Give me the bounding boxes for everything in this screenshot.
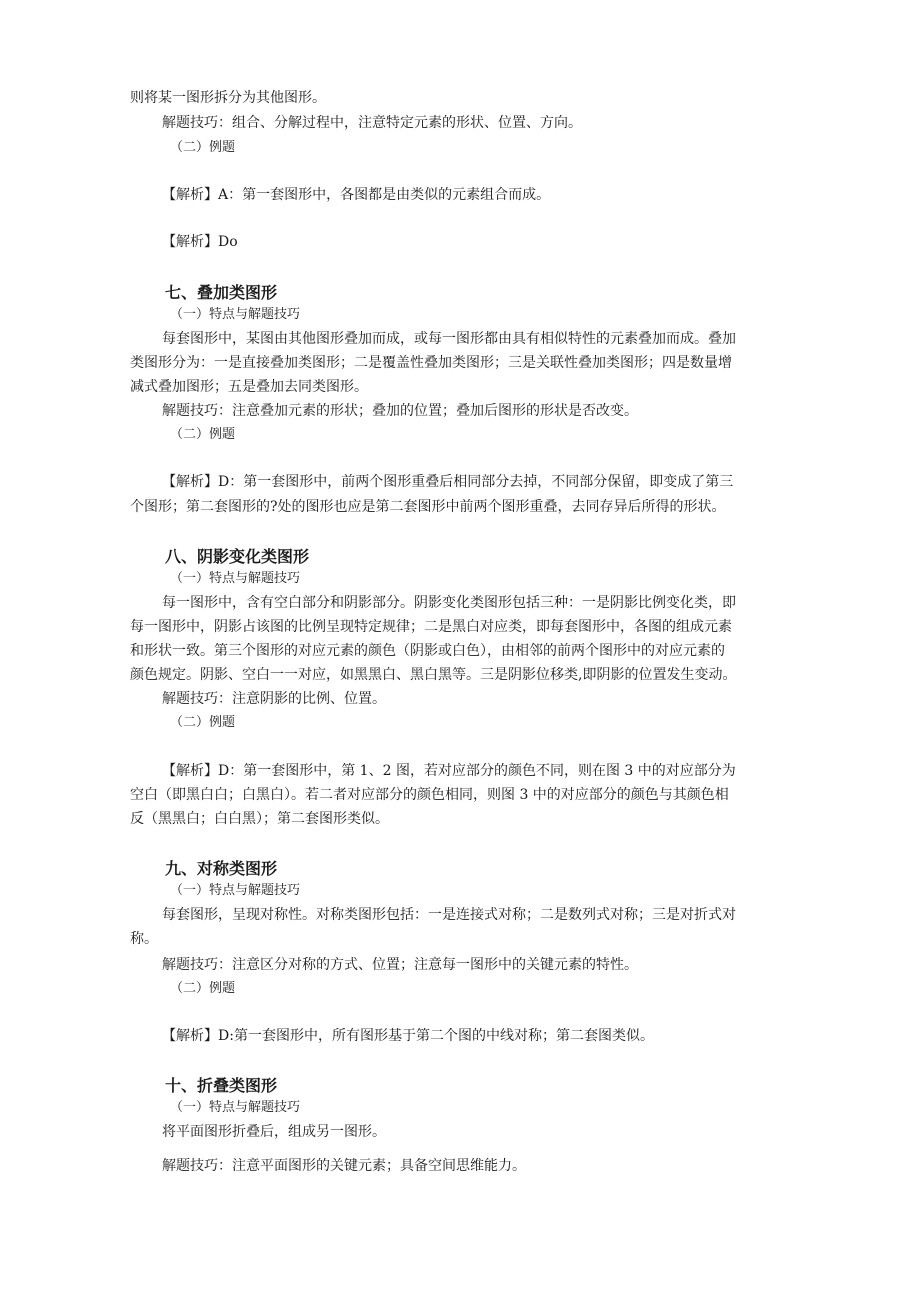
section9-tip: 解题技巧：注意区分对称的方式、位置；注意每一图形中的关键元素的特性。 bbox=[162, 957, 638, 973]
section9-paragraph-line: 每套图形，呈现对称性。对称类图形包括：一是连接式对称；二是数列式对称；三是对折式对 bbox=[162, 907, 736, 923]
section10-subtitle: （一）特点与解题技巧 bbox=[170, 1100, 301, 1115]
section8-paragraph-line: 每一图形中，阴影占该图的比例呈现特定规律；二是黑白对应类，即每套图形中，各图的组成元素 bbox=[130, 619, 732, 635]
section9-example-heading: （二）例题 bbox=[170, 981, 236, 996]
section7-analysis-line: 【解析】D：第一套图形中，前两个图形重叠后相同部分去掉，不同部分保留，即变成了第三 bbox=[162, 474, 734, 490]
section8-paragraph-line: 颜色规定。阴影、空白一一对应，如黑黑白、黑白黑等。三是阴影位移类,即阴影的位置发生变动。 bbox=[130, 667, 737, 683]
section9-title: 九、对称类图形 bbox=[165, 859, 278, 878]
intro-analysis-b: 【解析】Do bbox=[162, 234, 238, 250]
section7-subtitle: （一）特点与解题技巧 bbox=[170, 307, 301, 322]
section8-tip: 解题技巧：注意阴影的比例、位置。 bbox=[162, 691, 386, 707]
section7-paragraph-line: 减式叠加图形；五是叠加去同类图形。 bbox=[130, 379, 368, 395]
section7-analysis-line: 个图形；第二套图形的?处的图形也应是第二套图形中前两个图形重叠，去同存异后所得的形状。 bbox=[130, 499, 726, 515]
section8-subtitle: （一）特点与解题技巧 bbox=[170, 571, 301, 586]
section9-analysis-line: 【解析】D:第一套图形中，所有图形基于第二个图的中线对称；第二套图类似。 bbox=[162, 1028, 654, 1044]
section7-tip: 解题技巧：注意叠加元素的形状；叠加的位置；叠加后图形的形状是否改变。 bbox=[162, 403, 638, 419]
section7-paragraph-line: 每套图形中，某图由其他图形叠加而成，或每一图形都由具有相似特性的元素叠加而成。叠加 bbox=[162, 331, 736, 347]
section10-title: 十、折叠类图形 bbox=[165, 1076, 278, 1095]
section8-analysis-line: 【解析】D：第一套图形中，第 1、2 图，若对应部分的颜色不同，则在图 3 中的对应部分为 bbox=[162, 763, 736, 779]
section8-example-heading: （二）例题 bbox=[170, 715, 236, 730]
section8-paragraph-line: 每一图形中，含有空白部分和阴影部分。阴影变化类图形包括三种：一是阴影比例变化类，即 bbox=[162, 595, 736, 611]
section8-analysis-line: 空白（即黑白白；白黑白）。若二者对应部分的颜色相同，则图 3 中的对应部分的颜色与其颜色相 bbox=[130, 787, 729, 803]
intro-tip: 解题技巧：组合、分解过程中，注意特定元素的形状、位置、方向。 bbox=[162, 115, 582, 131]
section8-paragraph-line: 和形状一致。第三个图形的对应元素的颜色（阴影或白色），由相邻的前两个图形中的对应元素的 bbox=[130, 643, 725, 659]
section9-subtitle: （一）特点与解题技巧 bbox=[170, 883, 301, 898]
intro-analysis-a: 【解析】A：第一套图形中，各图都是由类似的元素组合而成。 bbox=[162, 187, 551, 203]
intro-example-heading: （二）例题 bbox=[170, 140, 236, 155]
section7-paragraph-line: 类图形分为：一是直接叠加类图形；二是覆盖性叠加类图形；三是关联性叠加类图形；四是数量增 bbox=[130, 355, 732, 371]
section8-title: 八、阴影变化类图形 bbox=[165, 547, 310, 566]
section7-title: 七、叠加类图形 bbox=[165, 283, 278, 302]
intro-text: 则将某一图形拆分为其他图形。 bbox=[130, 90, 326, 106]
section10-tip: 解题技巧：注意平面图形的关键元素；具备空间思维能力。 bbox=[162, 1158, 526, 1174]
section9-paragraph-line: 称。 bbox=[130, 931, 158, 947]
section7-example-heading: （二）例题 bbox=[170, 427, 236, 442]
section10-paragraph-line: 将平面图形折叠后，组成另一图形。 bbox=[162, 1124, 386, 1140]
section8-analysis-line: 反（黑黑白；白白黑）；第二套图形类似。 bbox=[130, 811, 389, 827]
